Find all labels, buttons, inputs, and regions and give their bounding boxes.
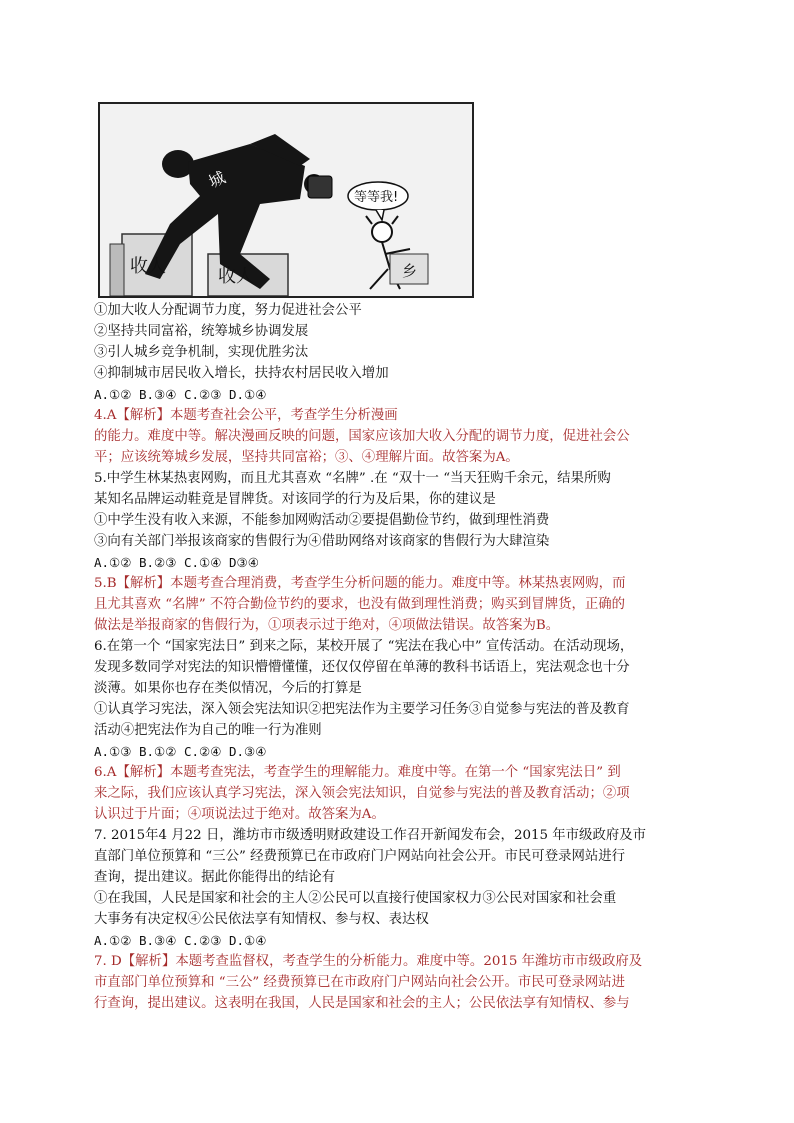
income-label-right: 收人: [218, 266, 254, 287]
answer-analysis-line: 4.A【解析】本题考查社会公平，考查学生分析漫画: [94, 408, 398, 423]
answer-analysis-line: 平；应该统筹城乡发展，坚持共同富裕；③、④理解片面。故答案为A。: [94, 450, 519, 465]
answer-analysis-line: 的能力。难度中等。解决漫画反映的问题，国家应该加大收入分配的调节力度，促进社会公: [94, 429, 630, 444]
question-text-line: 活动④把宪法作为自己的唯一行为准则: [94, 723, 322, 738]
question-text-line: ①中学生没有收入来源，不能参加网购活动②要提倡勤俭节约，做到理性消费: [94, 513, 550, 528]
answer-analysis-line: 做法是举报商家的售假行为，①项表示过于绝对，④项做法错误。故答案为B。: [94, 618, 560, 633]
answer-options-line: A.①② B.③④ C.②③ D.①④: [94, 387, 267, 402]
answer-options-line: A.①② B.②③ C.①④ D③④: [94, 555, 259, 570]
cartoon-drawing: [100, 104, 472, 296]
question-text-line: 直部门单位预算和 “三公” 经费预算已在市政府门户网站向社会公开。市民可登录网站进行: [94, 849, 626, 864]
question-text-line: ③引人城乡竞争机制，实现优胜劣汰: [94, 345, 309, 360]
answer-analysis-line: 行查询，提出建议。这表明在我国，人民是国家和社会的主人；公民依法享有知情权、参与: [94, 996, 630, 1011]
answer-analysis-line: 5.B【解析】本题考查合理消费，考查学生分析问题的能力。难度中等。林某热衷网购，而: [94, 576, 626, 591]
question-text-line: ①在我国，人民是国家和社会的主人②公民可以直接行使国家权力③公民对国家和社会重: [94, 891, 617, 906]
answer-analysis-line: 且尤其喜欢 “名牌” 不符合勤俭节约的要求，也没有做到理性消费；购买到冒牌货，正确的: [94, 597, 626, 612]
question-text-line: 7. 2015年4 月22 日，潍坊市市级透明财政建设工作召开新闻发布会，2015 年市级政府及市: [94, 828, 647, 843]
question-text-line: 某知名品牌运动鞋竟是冒牌货。对该同学的行为及后果，你的建议是: [94, 492, 496, 507]
question-text-line: ①认真学习宪法，深入领会宪法知识②把宪法作为主要学习任务③自觉参与宪法的普及教育: [94, 702, 630, 717]
answer-analysis-line: 市直部门单位预算和 “三公” 经费预算已在市政府门户网站向社会公开。市民可登录网站进: [94, 975, 626, 990]
rural-label: 乡: [402, 262, 418, 280]
question-text-line: 淡薄。如果你也存在类似情况，今后的打算是: [94, 681, 362, 696]
question-text-line: 大事务有决定权④公民依法享有知情权、参与权、表达权: [94, 912, 429, 927]
question-text-line: 发现多数同学对宪法的知识懵懵懂懂，还仅仅停留在单薄的教科书话语上，宪法观念也十分: [94, 660, 630, 675]
answer-analysis-line: 来之际，我们应该认真学习宪法，深入领会宪法知识，自觉参与宪法的普及教育活动；②项: [94, 786, 630, 801]
briefcase: [308, 176, 332, 198]
income-label-left: 收人: [130, 256, 166, 277]
question-text-line: ③向有关部门举报该商家的售假行为④借助网络对该商家的售假行为大肆渲染: [94, 534, 550, 549]
question-text-line: ①加大收人分配调节力度，努力促进社会公平: [94, 303, 362, 318]
question-text-line: ④抑制城市居民收入增长，扶持农村居民收入增加: [94, 366, 389, 381]
answer-analysis-line: 6.A【解析】本题考查宪法，考查学生的理解能力。难度中等。在第一个 “国家宪法日” 到: [94, 765, 621, 780]
question-text-line: 6.在第一个 “国家宪法日” 到来之际，某校开展了 “宪法在我心中” 宣传活动。在活动现场，: [94, 639, 634, 654]
speech-text: 等等我!: [354, 190, 399, 205]
question-text-line: 5.中学生林某热衷网购，而且尤其喜欢 “名牌” .在 “双十一 “当天狂购千余元，结果所购: [94, 471, 611, 486]
answer-options-line: A.①② B.③④ C.②③ D.①④: [94, 933, 267, 948]
answer-options-line: A.①③ B.①② C.②④ D.③④: [94, 744, 267, 759]
question-text-line: ②坚持共同富裕，统筹城乡协调发展: [94, 324, 309, 339]
answer-analysis-line: 7. D【解析】本题考查监督权，考查学生的分析能力。难度中等。2015 年潍坊市市级政府及: [94, 954, 643, 969]
city-label: 城: [205, 167, 229, 192]
question-text-line: 查询，提出建议。据此你能得出的结论有: [94, 870, 336, 885]
cartoon-illustration: [98, 102, 474, 298]
document-body: [94, 300, 704, 1014]
answer-analysis-line: 认识过于片面；④项说法过于绝对。故答案为A。: [94, 807, 385, 822]
